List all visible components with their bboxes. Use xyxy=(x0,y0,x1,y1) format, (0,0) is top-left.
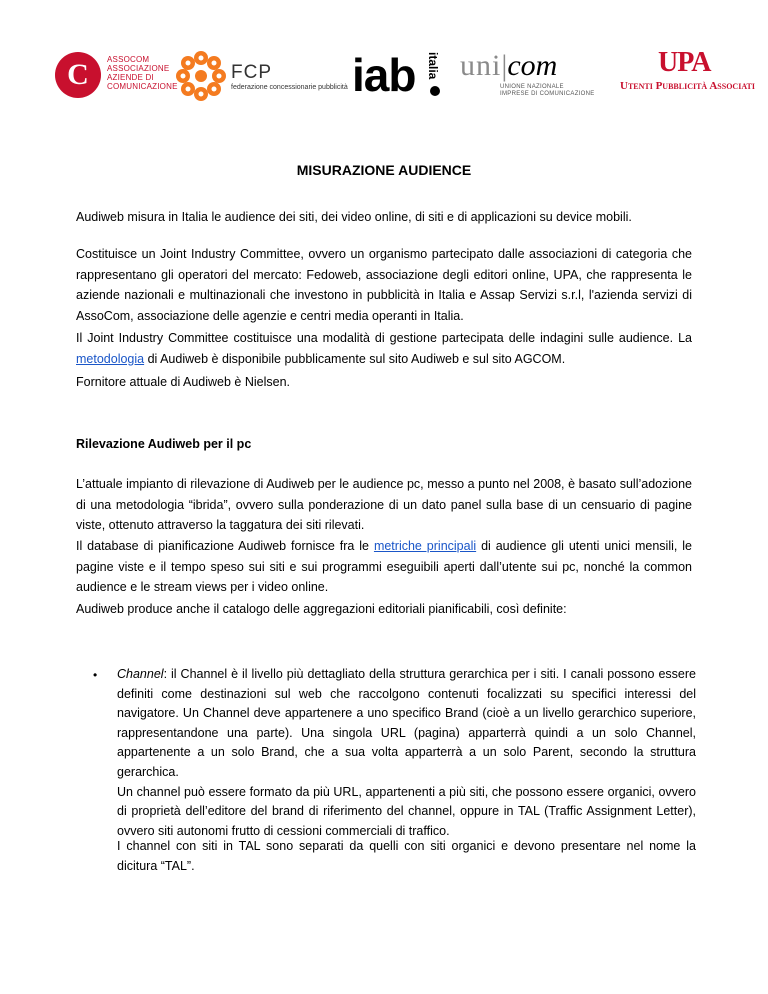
unicom-logo-line: IMPRESE DI COMUNICAZIONE xyxy=(500,91,595,97)
intro-paragraph-3 xyxy=(76,328,692,369)
metriche-principali-link[interactable]: metriche principali xyxy=(373,539,477,553)
document-title: MISURAZIONE AUDIENCE xyxy=(296,162,472,178)
upa-logo-subtitle: Utenti Pubblicità Associati xyxy=(620,80,755,92)
section-heading: Rilevazione Audiweb per il pc xyxy=(76,437,252,451)
section-paragraph-2-text: Il database di pianificazione Audiweb fornisce fra le xyxy=(76,539,374,553)
iab-logo-italia: italia xyxy=(426,52,440,80)
bullet-tal-note: I channel con siti in TAL sono separati da quelli con siti organici e devono presentare nel nome la dicitura “TAL”. xyxy=(117,839,696,873)
metodologia-link[interactable]: metodologia xyxy=(76,351,145,366)
fcp-logo-title: FCP xyxy=(231,62,272,83)
unicom-logo-bar: | xyxy=(501,49,508,82)
unicom-logo-subtitle xyxy=(500,84,595,98)
assocom-logo-line: ASSOCOM xyxy=(107,55,150,64)
unicom-logo-com: com xyxy=(507,49,558,82)
assocom-logo-words xyxy=(107,55,178,91)
section-paragraph-3: Audiweb produce anche il catalogo delle aggregazioni editoriali pianificabili, così definite: xyxy=(76,602,567,616)
section-paragraph-2 xyxy=(76,536,692,598)
iab-logo-text: iab xyxy=(352,49,416,101)
logo-bar xyxy=(0,0,768,130)
unicom-logo-uni: uni xyxy=(460,49,502,82)
assocom-logo-line: COMUNICAZIONE xyxy=(107,82,178,91)
intro-paragraph-1: Audiweb misura in Italia le audience dei siti, dei video online, di siti e di applicazioni su device mobili. xyxy=(76,210,632,224)
iab-logo-dot xyxy=(430,86,440,96)
section-paragraph-2-text: di audience gli utenti unici mensili, le pagine viste e il tempo speso sui siti e sui programmi eseguibili aperti dall’utente sui pc, nonché la common audience e le stream views per i video online. xyxy=(76,539,693,594)
bullet-text: : il Channel è il livello più dettagliato della struttura gerarchica per i siti. I canali possono essere definiti come destinazioni sul web che raccolgono contenuti focalizzati su specifici interessi del navigatore. Un Channel deve appartenere a uno specifico Brand (cioè a un livello gerarchico superiore, rappresentandone una parte). Una singola URL (pagina) apparterrà quindi a un solo Channel, appartenente a un solo Brand, che a sua volta apparterrà a un solo Parent, secondo la struttura gerarchica. xyxy=(117,667,696,779)
unicom-logo-line: UNIONE NAZIONALE xyxy=(500,84,564,90)
assocom-logo-line: ASSOCIAZIONE xyxy=(107,64,170,73)
fcp-logo-subtitle: federazione concessionarie pubblicità xyxy=(231,84,348,91)
bullet-text: Un channel può essere formato da più URL, appartenenti a più siti, che possono essere organici, ovvero di proprietà dell’editore del brand di riferimento del channel, oppure in TAL (Traffic Assignment Letter), ovvero siti autonomi frutto di cessioni commerciali di traffico. xyxy=(117,784,696,838)
bullet-term: Channel xyxy=(117,667,164,681)
intro-paragraph-2: Costituisce un Joint Industry Committee, ovvero un organismo partecipato dalle associazioni di categoria che rappresentano gli operatori del mercato: Fedoweb, associazione degli editori online, UPA, che rappresenta le aziende nazionali e multinazionali che investono in pubblicità in Italia e Assap Servizi s.r.l, l'azienda servizi di AssoCom, associazione delle agenzie e centri media operanti in Italia. xyxy=(76,247,692,323)
bullet-marker: • xyxy=(93,668,98,682)
intro-paragraph-4: Fornitore attuale di Audiweb è Nielsen. xyxy=(76,375,291,389)
assocom-logo-line: AZIENDE DI xyxy=(107,73,154,82)
fcp-flower-icon xyxy=(173,48,229,104)
upa-logo xyxy=(618,48,754,98)
upa-logo-title: UPA xyxy=(658,47,711,78)
assocom-logo-letter: C xyxy=(67,58,89,91)
iab-logo xyxy=(352,46,452,106)
unicom-logo xyxy=(460,50,610,100)
intro-paragraph-3-text: di Audiweb è disponibile pubblicamente sul sito Audiweb e sul sito AGCOM. xyxy=(144,351,566,366)
assocom-logo xyxy=(55,52,180,104)
intro-paragraph-3-text: Il Joint Industry Committee costituisce una modalità di gestione partecipata delle indagini sulle audience. La xyxy=(76,331,692,345)
bullet-channel-definition xyxy=(117,665,696,841)
fcp-logo xyxy=(173,48,348,106)
section-paragraph-1: L’attuale impianto di rilevazione di Audiweb per le audience pc, messo a punto nel 2008, è basato sull’adozione di una metodologia “ibrida”, ovvero sulla ponderazione di un dato panel sulla base di un censuario di pagine viste, ottenuto attraverso la taggatura dei siti rilevati. xyxy=(76,477,692,532)
unicom-logo-wordmark xyxy=(460,50,557,82)
